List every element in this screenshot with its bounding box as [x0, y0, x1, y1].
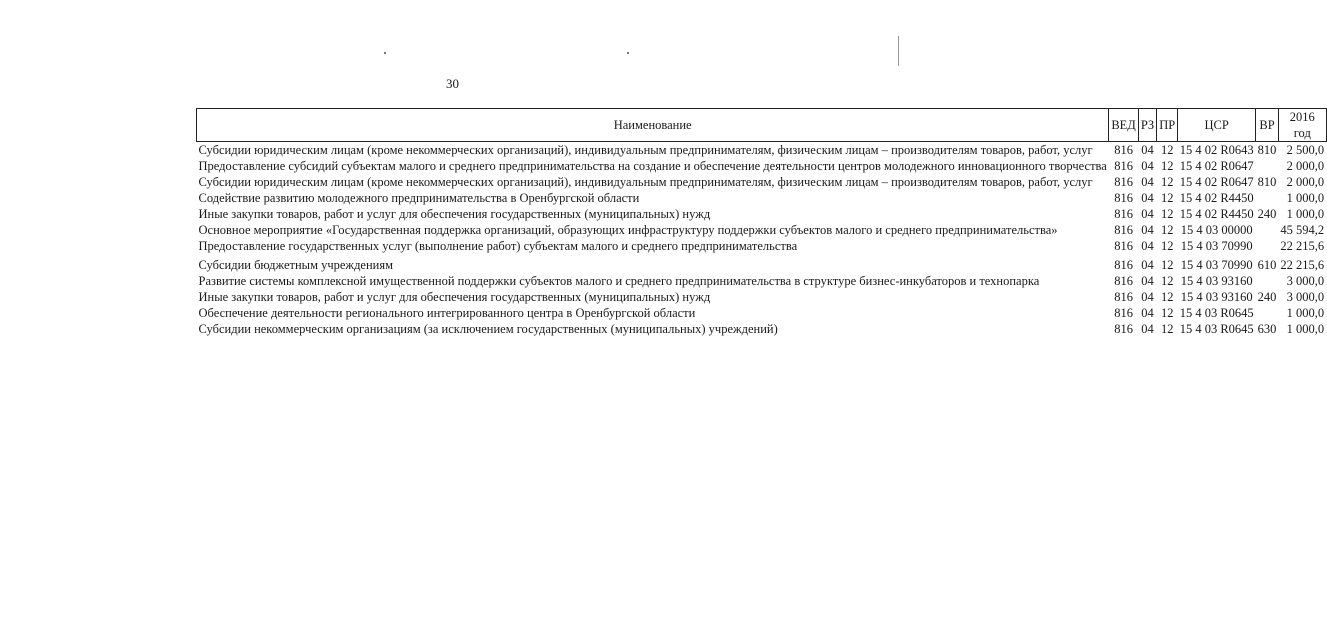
table-row — [197, 222, 1327, 238]
row-csr: 15 4 03 R0645 — [1179, 306, 1254, 320]
row-vr — [1256, 190, 1279, 206]
row-name: Содействие развитию молодежного предпринимательства в Оренбургской области — [198, 191, 640, 205]
row-name: Предоставление субсидий субъектам малого и среднего предпринимательства на создание и обеспечение деятельности центров молодежного инновационного творчества — [198, 159, 1107, 173]
row-csr: 15 4 02 R0647 — [1179, 159, 1254, 173]
table-row — [197, 321, 1327, 337]
page-number: 30 — [446, 76, 459, 91]
row-csr: 15 4 02 R0643 — [1179, 143, 1254, 157]
row-vr — [1256, 222, 1279, 238]
row-csr: 15 4 03 93160 — [1180, 290, 1253, 304]
row-name: Основное мероприятие «Государственная поддержка организаций, образующих инфраструктуру поддержки субъектов малого и среднего предпринимательства» — [198, 223, 1058, 237]
row-ved: 816 — [1114, 274, 1133, 288]
row-csr: 15 4 02 R4450 — [1179, 191, 1254, 205]
row-vr — [1256, 158, 1279, 174]
row-vr: 810 — [1257, 143, 1277, 157]
row-amount: 1 000,0 — [1286, 191, 1325, 205]
row-pr: 12 — [1160, 322, 1174, 336]
table-row — [197, 190, 1327, 206]
row-amount: 45 594,2 — [1280, 223, 1325, 237]
row-pr: 12 — [1160, 239, 1174, 253]
row-vr: 610 — [1257, 258, 1277, 272]
row-ved: 816 — [1114, 239, 1133, 253]
row-amount: 2 000,0 — [1286, 159, 1325, 173]
row-rz: 04 — [1141, 290, 1154, 304]
row-rz: 04 — [1141, 191, 1154, 205]
row-csr: 15 4 03 R0645 — [1179, 322, 1254, 336]
row-ved: 816 — [1114, 191, 1133, 205]
table-row — [197, 158, 1327, 174]
row-amount: 2 500,0 — [1286, 143, 1325, 157]
row-vr: 630 — [1257, 322, 1277, 336]
table-row — [197, 273, 1327, 289]
row-amount: 1 000,0 — [1286, 207, 1325, 221]
budget-table — [196, 108, 1327, 337]
column-header-csr: ЦСР — [1178, 109, 1256, 142]
scan-speck — [384, 52, 386, 54]
row-vr: 240 — [1257, 290, 1277, 304]
row-rz: 04 — [1141, 143, 1154, 157]
row-rz: 04 — [1141, 274, 1154, 288]
table-row — [197, 305, 1327, 321]
row-pr: 12 — [1160, 258, 1174, 272]
row-name: Субсидии юридическим лицам (кроме некоммерческих организаций), индивидуальным предпринимателям, физическим лицам – производителям товаров, работ, услуг — [198, 143, 1093, 157]
row-csr: 15 4 03 00000 — [1180, 223, 1253, 237]
row-vr: 240 — [1257, 207, 1277, 221]
row-pr: 12 — [1160, 274, 1174, 288]
row-name: Обеспечение деятельности регионального интегрированного центра в Оренбургской области — [198, 306, 696, 320]
row-ved: 816 — [1114, 223, 1133, 237]
row-csr: 15 4 02 R0647 — [1179, 175, 1254, 189]
row-rz: 04 — [1141, 239, 1154, 253]
row-amount: 1 000,0 — [1286, 306, 1325, 320]
row-rz: 04 — [1141, 175, 1154, 189]
column-header-vr: ВР — [1256, 109, 1279, 142]
row-csr: 15 4 03 70990 — [1180, 258, 1253, 272]
row-amount: 3 000,0 — [1286, 274, 1325, 288]
row-amount: 1 000,0 — [1286, 322, 1325, 336]
row-rz: 04 — [1141, 306, 1154, 320]
column-header-pr: ПР — [1157, 109, 1178, 142]
row-amount: 2 000,0 — [1286, 175, 1325, 189]
row-ved: 816 — [1114, 258, 1133, 272]
row-csr: 15 4 03 70990 — [1180, 239, 1253, 253]
row-rz: 04 — [1141, 322, 1154, 336]
row-amount: 3 000,0 — [1286, 290, 1325, 304]
row-pr: 12 — [1160, 223, 1174, 237]
table-row — [197, 206, 1327, 222]
table-row — [197, 254, 1327, 273]
row-name: Предоставление государственных услуг (выполнение работ) субъектам малого и среднего предпринимательства — [198, 239, 798, 253]
table-row — [197, 289, 1327, 305]
row-name: Иные закупки товаров, работ и услуг для обеспечения государственных (муниципальных) нужд — [198, 207, 711, 221]
row-pr: 12 — [1160, 159, 1174, 173]
row-csr: 15 4 02 R4450 — [1179, 207, 1254, 221]
table-row — [197, 238, 1327, 254]
row-vr — [1256, 238, 1279, 254]
row-ved: 816 — [1114, 207, 1133, 221]
row-pr: 12 — [1160, 175, 1174, 189]
column-header-rz: РЗ — [1138, 109, 1156, 142]
row-name: Субсидии некоммерческим организациям (за исключением государственных (муниципальных) учреждений) — [198, 322, 778, 336]
row-rz: 04 — [1141, 258, 1154, 272]
row-name: Развитие системы комплексной имущественной поддержки субъектов малого и среднего предпринимательства в структуре бизнес-инкубаторов и технопарка — [198, 274, 1040, 288]
row-ved: 816 — [1114, 322, 1133, 336]
row-vr — [1256, 305, 1279, 321]
scan-speck — [627, 52, 629, 54]
row-ved: 816 — [1114, 306, 1133, 320]
scan-edge-mark — [898, 36, 899, 66]
column-header-year: 2016 год — [1278, 109, 1326, 142]
table-row — [197, 174, 1327, 190]
row-pr: 12 — [1160, 306, 1174, 320]
row-pr: 12 — [1160, 207, 1174, 221]
row-rz: 04 — [1141, 207, 1154, 221]
row-pr: 12 — [1160, 290, 1174, 304]
row-pr: 12 — [1160, 143, 1174, 157]
table-row — [197, 142, 1327, 159]
row-amount: 22 215,6 — [1280, 258, 1325, 272]
row-ved: 816 — [1114, 175, 1133, 189]
row-name: Иные закупки товаров, работ и услуг для обеспечения государственных (муниципальных) нужд — [198, 290, 711, 304]
row-vr: 810 — [1257, 175, 1277, 189]
row-amount: 22 215,6 — [1280, 239, 1325, 253]
row-name: Субсидии бюджетным учреждениям — [198, 258, 394, 272]
row-vr — [1256, 273, 1279, 289]
row-ved: 816 — [1114, 159, 1133, 173]
row-ved: 816 — [1114, 143, 1133, 157]
row-name: Субсидии юридическим лицам (кроме некоммерческих организаций), индивидуальным предпринимателям, физическим лицам – производителям товаров, работ, услуг — [198, 175, 1093, 189]
row-rz: 04 — [1141, 223, 1154, 237]
row-ved: 816 — [1114, 290, 1133, 304]
row-csr: 15 4 03 93160 — [1180, 274, 1253, 288]
table-header-row — [197, 109, 1327, 142]
row-pr: 12 — [1160, 191, 1174, 205]
column-header-ved: ВЕД — [1109, 109, 1139, 142]
row-rz: 04 — [1141, 159, 1154, 173]
column-header-name: Наименование — [197, 109, 1109, 142]
